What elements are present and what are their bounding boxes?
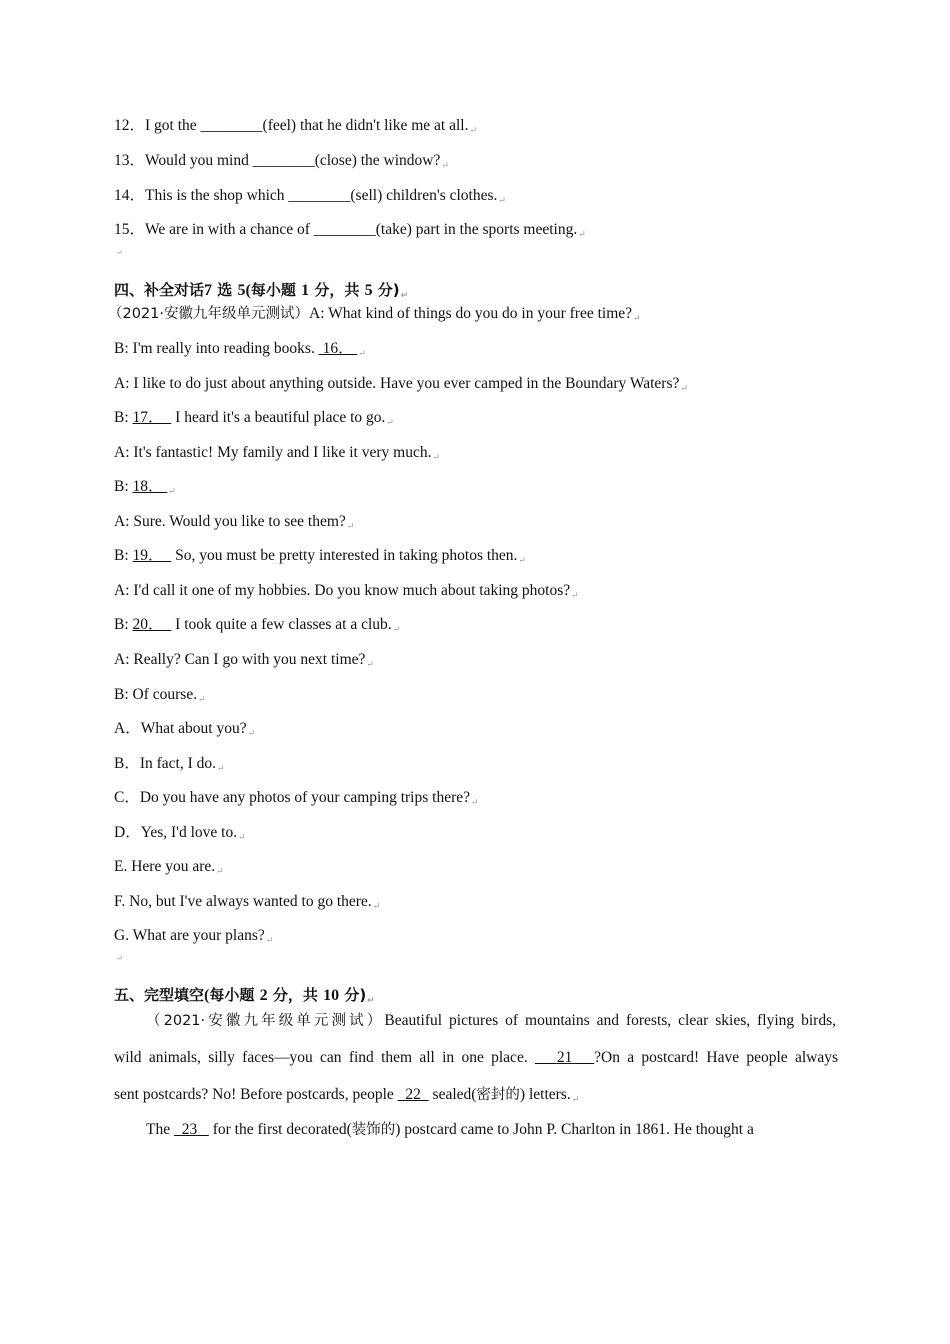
dialogue-line-10: B: 20． I took quite a few classes at a club.↵ bbox=[114, 616, 401, 634]
question-15: 15．We are in with a chance of ________(take) part in the sports meeting.↵ bbox=[114, 221, 586, 239]
question-13: 13．Would you mind ________(close) the window?↵ bbox=[114, 152, 449, 170]
dialogue-line-2: B: I'm really into reading books. 16． ↵ bbox=[114, 340, 367, 358]
cloze-line-1: （2021·安徽九年级单元测试）Beautiful pictures of mountains and forests, clear skies, flying birds, bbox=[146, 1012, 836, 1029]
dialogue-line-8: B: 19． So, you must be pretty interested in taking photos then.↵ bbox=[114, 547, 526, 565]
option-d: D．Yes, I'd love to.↵ bbox=[114, 824, 246, 842]
cloze-line-3: sent postcards? No! Before postcards, people 22 sealed(密封的) letters.↵ bbox=[114, 1086, 580, 1104]
cloze-blank-21[interactable]: 21 bbox=[556, 1049, 573, 1066]
option-b: B．In fact, I do.↵ bbox=[114, 755, 225, 773]
paragraph-mark: ↵ bbox=[116, 248, 123, 257]
cloze-blank-22[interactable]: 22 bbox=[405, 1086, 421, 1103]
dialogue-line-12: B: Of course.↵ bbox=[114, 686, 206, 704]
paragraph-mark: ↵ bbox=[116, 954, 123, 963]
option-c: C．Do you have any photos of your camping trips there?↵ bbox=[114, 789, 479, 807]
cloze-line-4: The 23 for the first decorated(装饰的) postcard came to John P. Charlton in 1861. He thought a bbox=[146, 1121, 754, 1138]
dialogue-line-4: B: 17． I heard it's a beautiful place to go.↵ bbox=[114, 409, 394, 427]
dialogue-line-3: A: I like to do just about anything outside. Have you ever camped in the Boundary Waters?↵ bbox=[114, 375, 688, 393]
answer-blank-20[interactable]: 20． bbox=[132, 616, 164, 633]
answer-blank-18[interactable]: 18． bbox=[132, 478, 164, 495]
answer-blank-19[interactable]: 19． bbox=[132, 547, 164, 564]
cloze-blank-23[interactable]: 23 bbox=[181, 1121, 198, 1138]
answer-blank-17[interactable]: 17． bbox=[132, 409, 164, 426]
dialogue-line-7: A: Sure. Would you like to see them?↵ bbox=[114, 513, 355, 531]
option-e: E. Here you are.↵ bbox=[114, 858, 224, 876]
question-14: 14．This is the shop which ________(sell) children's clothes.↵ bbox=[114, 187, 506, 205]
dialogue-line-9: A: I'd call it one of my hobbies. Do you know much about taking photos?↵ bbox=[114, 582, 579, 600]
dialogue-line-1: （2021·安徽九年级单元测试）A: What kind of things do you do in your free time?↵ bbox=[108, 305, 641, 323]
dialogue-line-11: A: Really? Can I go with you next time?↵ bbox=[114, 651, 374, 669]
question-12: 12．I got the ________(feel) that he didn't like me at all.↵ bbox=[114, 117, 478, 135]
option-f: F. No, but I've always wanted to go there.↵ bbox=[114, 893, 381, 911]
option-g: G. What are your plans?↵ bbox=[114, 927, 274, 945]
option-a: A．What about you?↵ bbox=[114, 720, 256, 738]
dialogue-line-5: A: It's fantastic! My family and I like it very much.↵ bbox=[114, 444, 440, 462]
section4-heading: 四、补全对话7 选 5(每小题 1 分，共 5 分)$_↵$ bbox=[114, 281, 409, 301]
answer-blank-16[interactable]: 16． bbox=[322, 340, 354, 357]
source-label: （2021·安徽九年级单元测试） bbox=[146, 1013, 385, 1029]
dialogue-line-6: B: 18． ↵ bbox=[114, 478, 176, 496]
section5-heading: 五、完型填空(每小题 2 分，共 10 分)$_↵$ bbox=[114, 986, 375, 1006]
source-label: （2021·安徽九年级单元测试） bbox=[108, 306, 310, 322]
cloze-line-2: wild animals, silly faces—you can find them all in one place. 21 ?On a postcard! Have people always bbox=[114, 1049, 839, 1066]
